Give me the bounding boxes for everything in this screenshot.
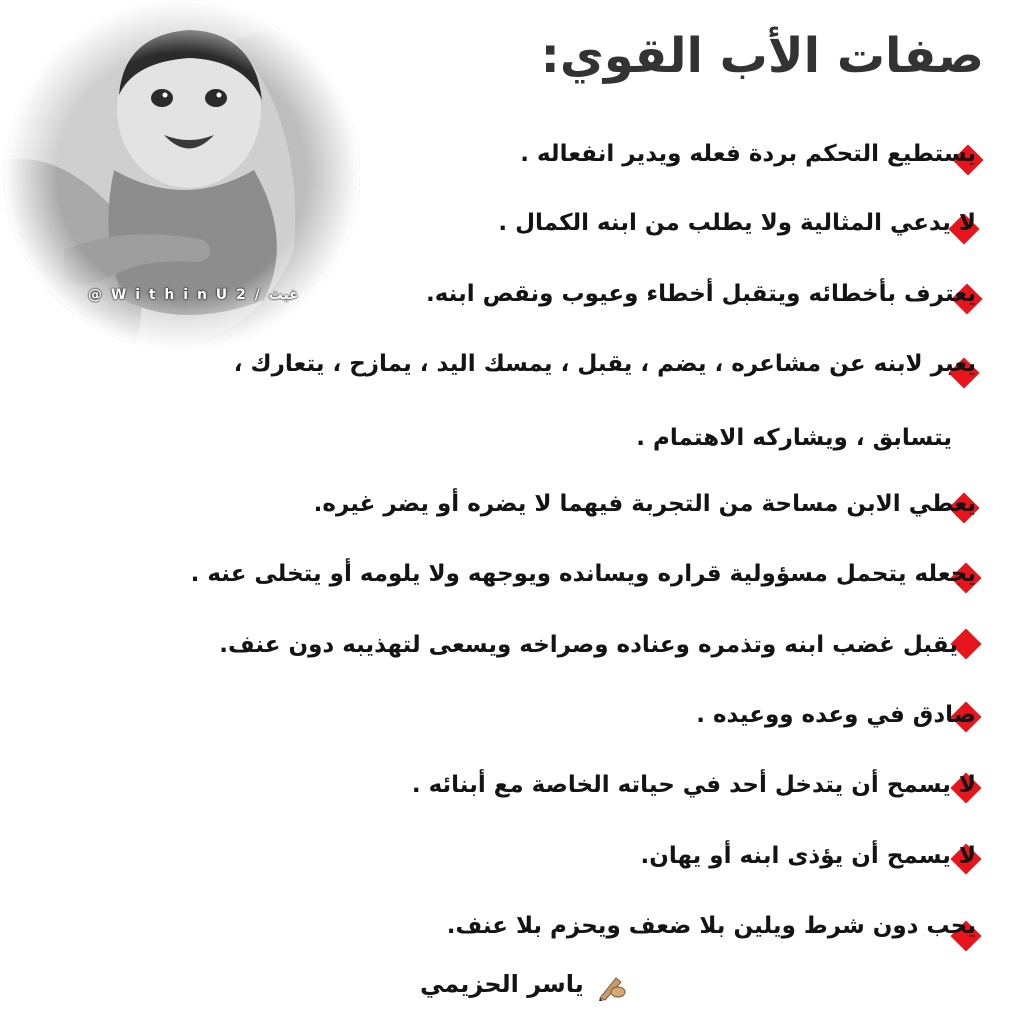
list-item: لا يسمح أن يؤذى ابنه أو يهان. (640, 843, 976, 869)
list-item: يعترف بأخطائه ويتقبل أخطاء وعيوب ونقص ابنه. (426, 281, 976, 307)
page-title: صفات الأب القوي: (540, 28, 984, 84)
list-item: صادق في وعده ووعيده . (696, 702, 976, 728)
watermark-text: @ W i t h i n U 2 / غيث (88, 287, 299, 303)
list-item: لا يسمح أن يتدخل أحد في حياته الخاصة مع أبنائه . (411, 772, 976, 798)
list-item: يعبر لابنه عن مشاعره ، يضم ، يقبل ، يمسك اليد ، يمازح ، يتعارك ، (233, 351, 976, 377)
list-item: لا يدعي المثالية ولا يطلب من ابنه الكمال . (498, 210, 976, 236)
list-item: يعطي الابن مساحة من التجربة فيهما لا يضره أو يضر غيره. (313, 491, 976, 517)
list-item: يقبل غضب ابنه وتذمره وعناده وصراخه ويسعى لتهذيبه دون عنف. (219, 632, 958, 658)
author-signature: ياسر الحزيمي (420, 970, 584, 998)
writing-hand-icon (596, 972, 626, 1002)
list-item: يحب دون شرط ويلين بلا ضعف ويحزم بلا عنف. (446, 913, 976, 939)
list-item: يجعله يتحمل مسؤولية قراره ويسانده ويوجهه ولا يلومه أو يتخلى عنه . (190, 561, 976, 587)
list-item: يستطيع التحكم بردة فعله ويدير انفعاله . (520, 141, 976, 167)
list-item-continuation: يتسابق ، ويشاركه الاهتمام . (636, 425, 952, 451)
